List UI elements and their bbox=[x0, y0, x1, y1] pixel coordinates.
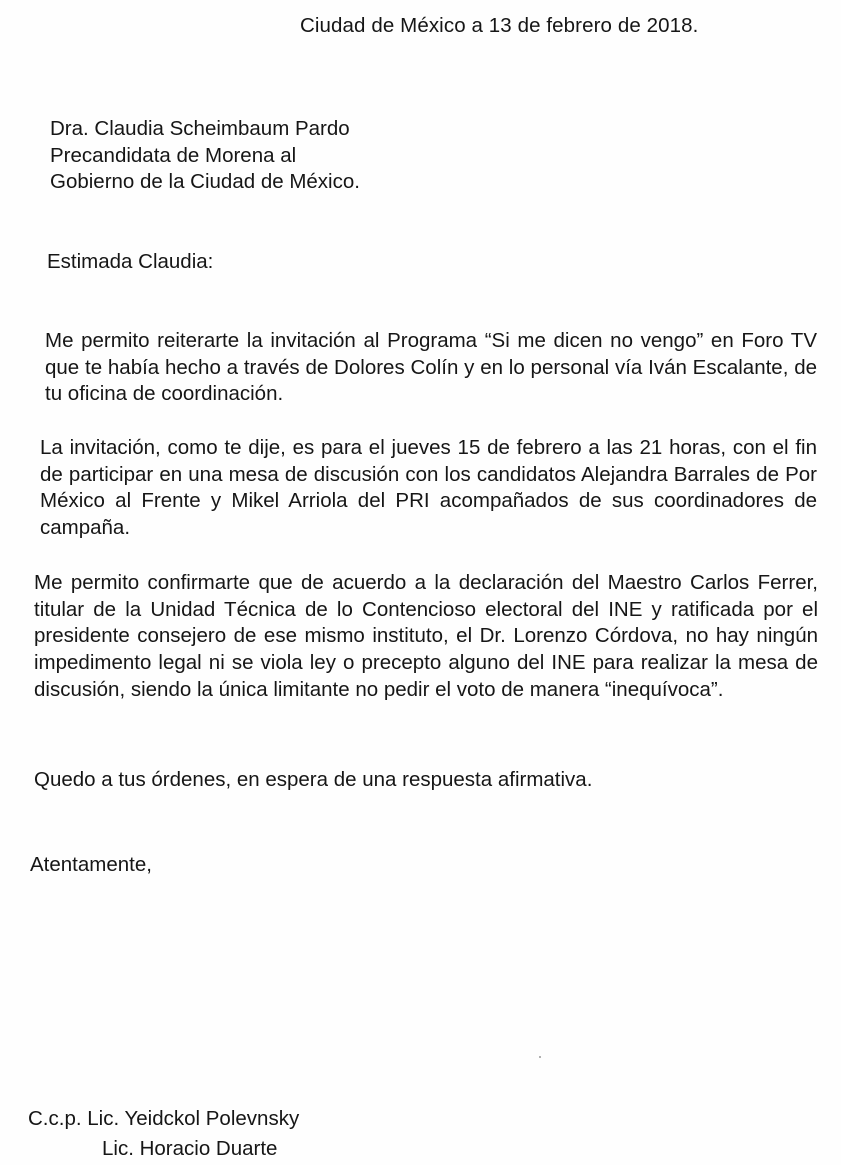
paper-speck bbox=[539, 1056, 541, 1058]
sign-off: Atentamente, bbox=[30, 853, 152, 876]
letter-date: Ciudad de México a 13 de febrero de 2018. bbox=[300, 14, 699, 37]
salutation: Estimada Claudia: bbox=[47, 250, 214, 273]
body-paragraph-legal: Me permito confirmarte que de acuerdo a la declaración del Maestro Carlos Ferrer, titular de la Unidad Técnica de lo Contencioso electoral del INE y ratificada por el presidente consejero de ese mismo instituto, el Dr. Lorenzo Córdova, no hay ningún impedimento legal ni se viola ley o precepto alguno del INE para realizar la mesa de discusión, siendo la única limitante no pedir el voto de manera “inequívoca”. bbox=[34, 571, 818, 701]
carbon-copy-block bbox=[28, 1104, 299, 1164]
cc-line-2: Lic. Horacio Duarte bbox=[102, 1137, 278, 1160]
body-paragraph-invitation: Me permito reiterarte la invitación al Programa “Si me dicen no vengo” en Foro TV que te había hecho a través de Dolores Colín y en lo personal vía Iván Escalante, de tu oficina de coordinación. bbox=[45, 329, 817, 406]
recipient-title-continued: Gobierno de la Ciudad de México. bbox=[50, 170, 360, 193]
cc-line-1: C.c.p. Lic. Yeidckol Polevnsky bbox=[28, 1107, 300, 1130]
body-paragraph-schedule: La invitación, como te dije, es para el jueves 15 de febrero a las 21 horas, con el fin de participar en una mesa de discusión con los candidatos Alejandra Barrales de Por México al Frente y Mikel Arriola del PRI acompañados de sus coordinadores de campaña. bbox=[40, 436, 817, 540]
recipient-title: Precandidata de Morena al bbox=[50, 143, 297, 167]
closing-line: Quedo a tus órdenes, en espera de una respuesta afirmativa. bbox=[34, 768, 593, 791]
recipient-name: Dra. Claudia Scheimbaum Pardo bbox=[50, 117, 350, 140]
recipient-block bbox=[50, 116, 360, 196]
